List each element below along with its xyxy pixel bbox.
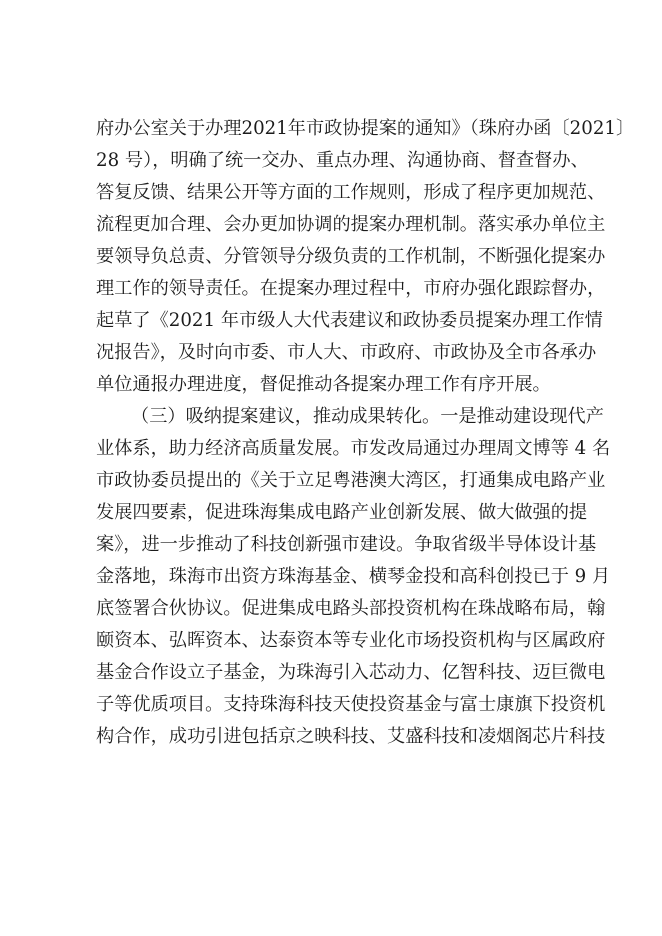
- text-line: 府办公室关于办理2021年市政协提案的通知》（珠府办函〔2021〕: [96, 118, 635, 139]
- text-line: 理工作的领导责任。在提案办理过程中，市府办强化跟踪督办，: [96, 278, 606, 299]
- text-line: 起草了《2021 年市级人大代表建议和政协委员提案办理工作情: [96, 310, 603, 331]
- text-line: 构合作，成功引进包括京之映科技、艾盛科技和凌烟阁芯片科技: [96, 726, 606, 747]
- text-line: 单位通报办理进度，督促推动各提案办理工作有序开展。: [96, 374, 551, 395]
- text-line: 基金合作设立子基金，为珠海引入芯动力、亿智科技、迈巨微电: [96, 662, 606, 683]
- text-line: 案》，进一步推动了科技创新强市建设。争取省级半导体设计基: [96, 534, 597, 555]
- text-line: 答复反馈、结果公开等方面的工作规则，形成了程序更加规范、: [96, 182, 606, 203]
- text-line: 流程更加合理、会办更加协调的提案办理机制。落实承办单位主: [96, 214, 606, 235]
- text-line: 况报告》，及时向市委、市人大、市政府、市政协及全市各承办: [96, 342, 597, 363]
- text-line: 市政协委员提出的《关于立足粤港澳大湾区，打通集成电路产业: [96, 470, 606, 491]
- text-line: 颐资本、弘晖资本、达泰资本等专业化市场投资机构与区属政府: [96, 630, 606, 651]
- text-line: 28 号），明确了统一交办、重点办理、沟通协商、督查督办、: [96, 150, 589, 171]
- text-line: 发展四要素，促进珠海集成电路产业创新发展、做大做强的提: [96, 502, 588, 523]
- text-line: 要领导负总责、分管领导分级负责的工作机制，不断强化提案办: [96, 246, 606, 267]
- section-heading-line: （三）吸纳提案建议，推动成果转化。一是推动建设现代产: [131, 406, 604, 427]
- text-line: 业体系，助力经济高质量发展。市发改局通过办理周文博等 4 名: [96, 438, 611, 459]
- text-line: 金落地，珠海市出资方珠海基金、横琴金投和高科创投已于 9 月: [96, 566, 611, 587]
- text-line: 子等优质项目。支持珠海科技天使投资基金与富士康旗下投资机: [96, 694, 606, 715]
- text-line: 底签署合伙协议。促进集成电路头部投资机构在珠战略布局，翰: [96, 598, 606, 619]
